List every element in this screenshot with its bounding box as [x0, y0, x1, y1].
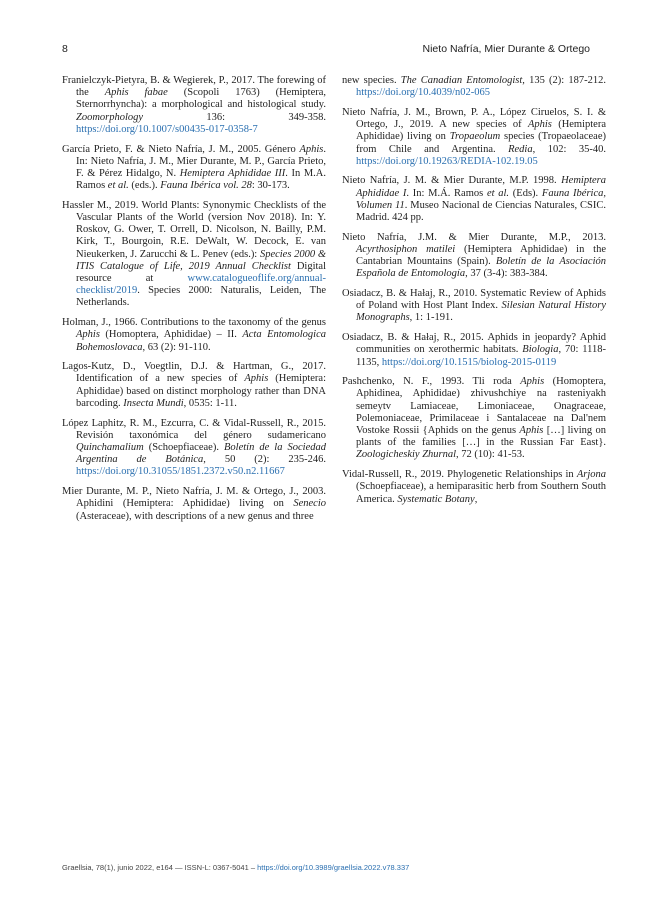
reference-text: . In: Nieto Nafría, J. M., Mier Durante, M. P., García Prieto, F. & Pérez Hidalgo, N. [76, 143, 326, 179]
reference-entry [342, 75, 606, 99]
reference-text: new species. [342, 75, 401, 86]
reference-link[interactable]: https://doi.org/10.4039/n02-065 [356, 87, 490, 99]
reference-text: (Hemiptera: Aphididae) based on distinct morphology rather than DNA barcoding. [76, 373, 326, 409]
reference-text: García Prieto, F. & Nieto Nafría, J. M., 2005. Género [62, 143, 300, 155]
reference-entry [342, 332, 606, 369]
reference-text: Pashchenko, N. F., 1993. Tli roda [342, 376, 521, 388]
reference-link[interactable]: https://doi.org/10.1515/biolog-2015-0119 [381, 356, 557, 368]
reference-text: López Laphitz, R. M., Ezcurra, C. & Vidal-Russell, R., 2015. Revisión taxonómica del género sudamericano [62, 417, 326, 441]
reference-italic-text: Acta Entomologica Bohemoslovaca [76, 329, 326, 353]
reference-italic-text: Aphis [520, 376, 545, 388]
reference-entry [342, 232, 606, 281]
reference-italic-text: Boletín de la Asociación Española de Entomología [356, 256, 606, 280]
reference-text: Hassler M., 2019. World Plants: Synonymic Checklists of the Vascular Plants of the World (version Nov 2018). In: Y. Roskov, G. Ower, T. Orrell, D. Nicolson, N. Bailly, P.M. Kirk, T., Bourgoin, R.E. DeWalt, W. Decock, E. van Nieukerken, J. Zarucchi & L. Penev (eds.): [62, 199, 326, 260]
reference-italic-text: Zoologicheskiy Zhurnal [356, 449, 457, 461]
reference-text: . Museo Nacional de Ciencias Naturales, CSIC. Madrid. 424 pp. [356, 199, 606, 224]
reference-text: Franielczyk-Pietyra, B. & Wegierek, P., 2017. The forewing of the [62, 75, 326, 99]
reference-text: (Eds). [509, 187, 542, 199]
reference-entry [342, 376, 606, 461]
reference-text: (Homoptera, Aphididae) – II. [99, 329, 243, 341]
reference-text: species (Tropaeolaceae) from Chile and Argentina. [356, 131, 606, 155]
reference-entry [342, 288, 606, 325]
reference-entry [62, 418, 326, 479]
page-number: 8 [62, 43, 68, 55]
reference-text: 136: 349-358. [143, 111, 326, 123]
reference-entry [62, 317, 326, 354]
reference-link[interactable]: https://doi.org/10.31055/1851.2372.v50.n2.11667 [76, 466, 285, 478]
reference-text: , [474, 493, 478, 505]
reference-italic-text: Fauna Ibérica vol. 28 [160, 180, 252, 192]
reference-text: (Schoepfiaceae). [143, 441, 224, 453]
references-right-column [342, 75, 606, 513]
reference-text: Osiadacz, B. & Hałaj, R., 2010. Systematic Review of Aphids of Poland with Host Plant Index. [342, 288, 606, 312]
reference-text: , 70: 1118-1135, [356, 344, 606, 368]
reference-text: (Scopoli 1763) (Hemiptera, Sternorrhyncha): a morphological and histological study. [76, 87, 327, 111]
reference-entry [62, 361, 326, 410]
reference-italic-text: Aphis [527, 119, 552, 131]
reference-italic-text: The Canadian Entomologist [400, 75, 523, 86]
reference-italic-text: Zoomorphology [76, 111, 144, 123]
reference-entry [62, 200, 326, 310]
reference-text: Nieto Nafría, J.M. & Mier Durante, M.P., 2013. [342, 231, 606, 243]
reference-italic-text: Aphis fabae [104, 87, 168, 99]
reference-entry [62, 486, 326, 523]
reference-italic-text: Aphis [519, 425, 544, 437]
reference-italic-text: et al. [486, 187, 510, 199]
reference-italic-text: Insecta Mundi [123, 397, 184, 409]
footer-doi-link[interactable]: https://doi.org/10.3989/graellsia.2022.v78.337 [257, 863, 410, 872]
reference-link[interactable]: https://doi.org/10.1007/s00435-017-0358-7 [76, 123, 258, 135]
reference-italic-text: Senecio [293, 498, 326, 510]
reference-text: (Asteraceae), with descriptions of a new genus and three [76, 510, 314, 522]
reference-entry [62, 144, 326, 193]
reference-text: . Species 2000: Naturalis, Leiden, The Netherlands. [76, 285, 326, 309]
reference-text: Vidal-Russell, R., 2019. Phylogenetic Relationships in [342, 469, 577, 481]
reference-italic-text: Fauna Ibérica, Volumen 11 [356, 187, 606, 211]
reference-entry [342, 469, 606, 506]
reference-link[interactable]: www.catalogueoflife.org/annual-checklist/2019 [76, 273, 326, 297]
reference-text: . In: M.Á. Ramos [406, 187, 487, 199]
page-footer [62, 863, 610, 872]
reference-text: Holman, J., 1966. Contributions to the taxonomy of the genus [62, 317, 326, 329]
running-title: Nieto Nafría, Mier Durante & Ortego [422, 43, 590, 55]
reference-text: (Homoptera, Aphidinea, Aphididae) zhivushchiye na rasteniyakh semeytv Lamiaceae, Limoniaceae, Onagraceae, Polemoniaceae, Primilaceae i Santalaceae na Dal'nem Vostoke Rossii {Aphids on the genus [356, 376, 606, 437]
reference-text: , 37 (3-4): 383-384. [465, 268, 548, 280]
reference-text: (eds.). [128, 180, 161, 192]
reference-italic-text: et al. [107, 180, 129, 192]
reference-text: , 0535: 1-11. [183, 397, 237, 409]
reference-text: Osiadacz, B. & Hałaj, R., 2015. Aphids in jeopardy? Aphid communities on xerothermic habitats. [342, 332, 606, 356]
footer-citation: Graellsia, 78(1), junio 2022, e164 — ISSN-L: 0367-5041 – [62, 863, 258, 872]
reference-text: Digital resource at [76, 260, 327, 285]
reference-text: Nieto Nafría, J. M. & Mier Durante, M.P. 1998. [342, 175, 562, 187]
reference-text: , 102: 35-40. [532, 143, 606, 155]
reference-text: […] living on plants of the families […] in the Russian Far East}. [356, 425, 606, 449]
reference-entry [62, 75, 326, 136]
reference-text: : 30-173. [251, 180, 290, 192]
reference-italic-text: Aphis [299, 143, 324, 155]
reference-text: , 72 (10): 41-53. [456, 449, 525, 461]
reference-text: Mier Durante, M. P., Nieto Nafría, J. M. & Ortego, J., 2003. Aphidini (Hemiptera: Aphididae) living on [62, 486, 326, 510]
reference-italic-text: Species 2000 & ITIS Catalogue of Life, 2019 Annual Checklist [76, 248, 326, 272]
reference-italic-text: Systematic Botany [397, 493, 475, 505]
page-header [62, 43, 590, 57]
reference-italic-text: Aphis [244, 373, 269, 385]
reference-italic-text: Tropaeolum [449, 131, 501, 143]
reference-italic-text: Boletín de la Sociedad Argentina de Botánica [76, 441, 326, 466]
references-left-column [62, 75, 326, 530]
reference-entry [342, 107, 606, 168]
reference-italic-text: Arjona [576, 469, 606, 481]
reference-text: , 50 (2): 235-246. [203, 454, 326, 466]
reference-italic-text: Biologia [522, 344, 559, 356]
reference-text: (Schoepfiaceae), a hemiparasitic herb from Southern South America. [356, 481, 606, 505]
reference-text: . In M.A. Ramos [76, 167, 326, 192]
reference-text: Nieto Nafría, J. M., Brown, P. A., López Ciruelos, S. I. & Ortego, J., 2019. A new species of [342, 106, 606, 131]
reference-text: (Hemiptera Aphididae) living on [356, 119, 607, 143]
reference-italic-text: Quinchamalium [76, 441, 144, 453]
reference-italic-text: Redia [508, 143, 533, 155]
reference-italic-text: Silesian Natural History Monographs [356, 300, 606, 324]
reference-text: , 63 (2): 91-110. [142, 341, 211, 353]
reference-entry [342, 175, 606, 224]
reference-italic-text: Aphis [76, 329, 100, 341]
reference-italic-text: Hemiptera Aphididae III [179, 167, 286, 179]
reference-link[interactable]: https://doi.org/10.19263/REDIA-102.19.05 [356, 155, 538, 167]
reference-italic-text: Hemiptera Aphididae I [356, 175, 606, 199]
reference-italic-text: Acyrthosiphon matilei [356, 243, 456, 255]
reference-text: , 1: 1-191. [409, 312, 453, 324]
reference-text: , 135 (2): 187-212. [522, 75, 606, 86]
reference-text: Lagos-Kutz, D., Voegtlin, D.J. & Hartman, G., 2017. Identification of a new species of [62, 361, 326, 385]
reference-text: (Hemiptera Aphididae) in the Cantabrian Mountains (Spain). [356, 243, 606, 268]
